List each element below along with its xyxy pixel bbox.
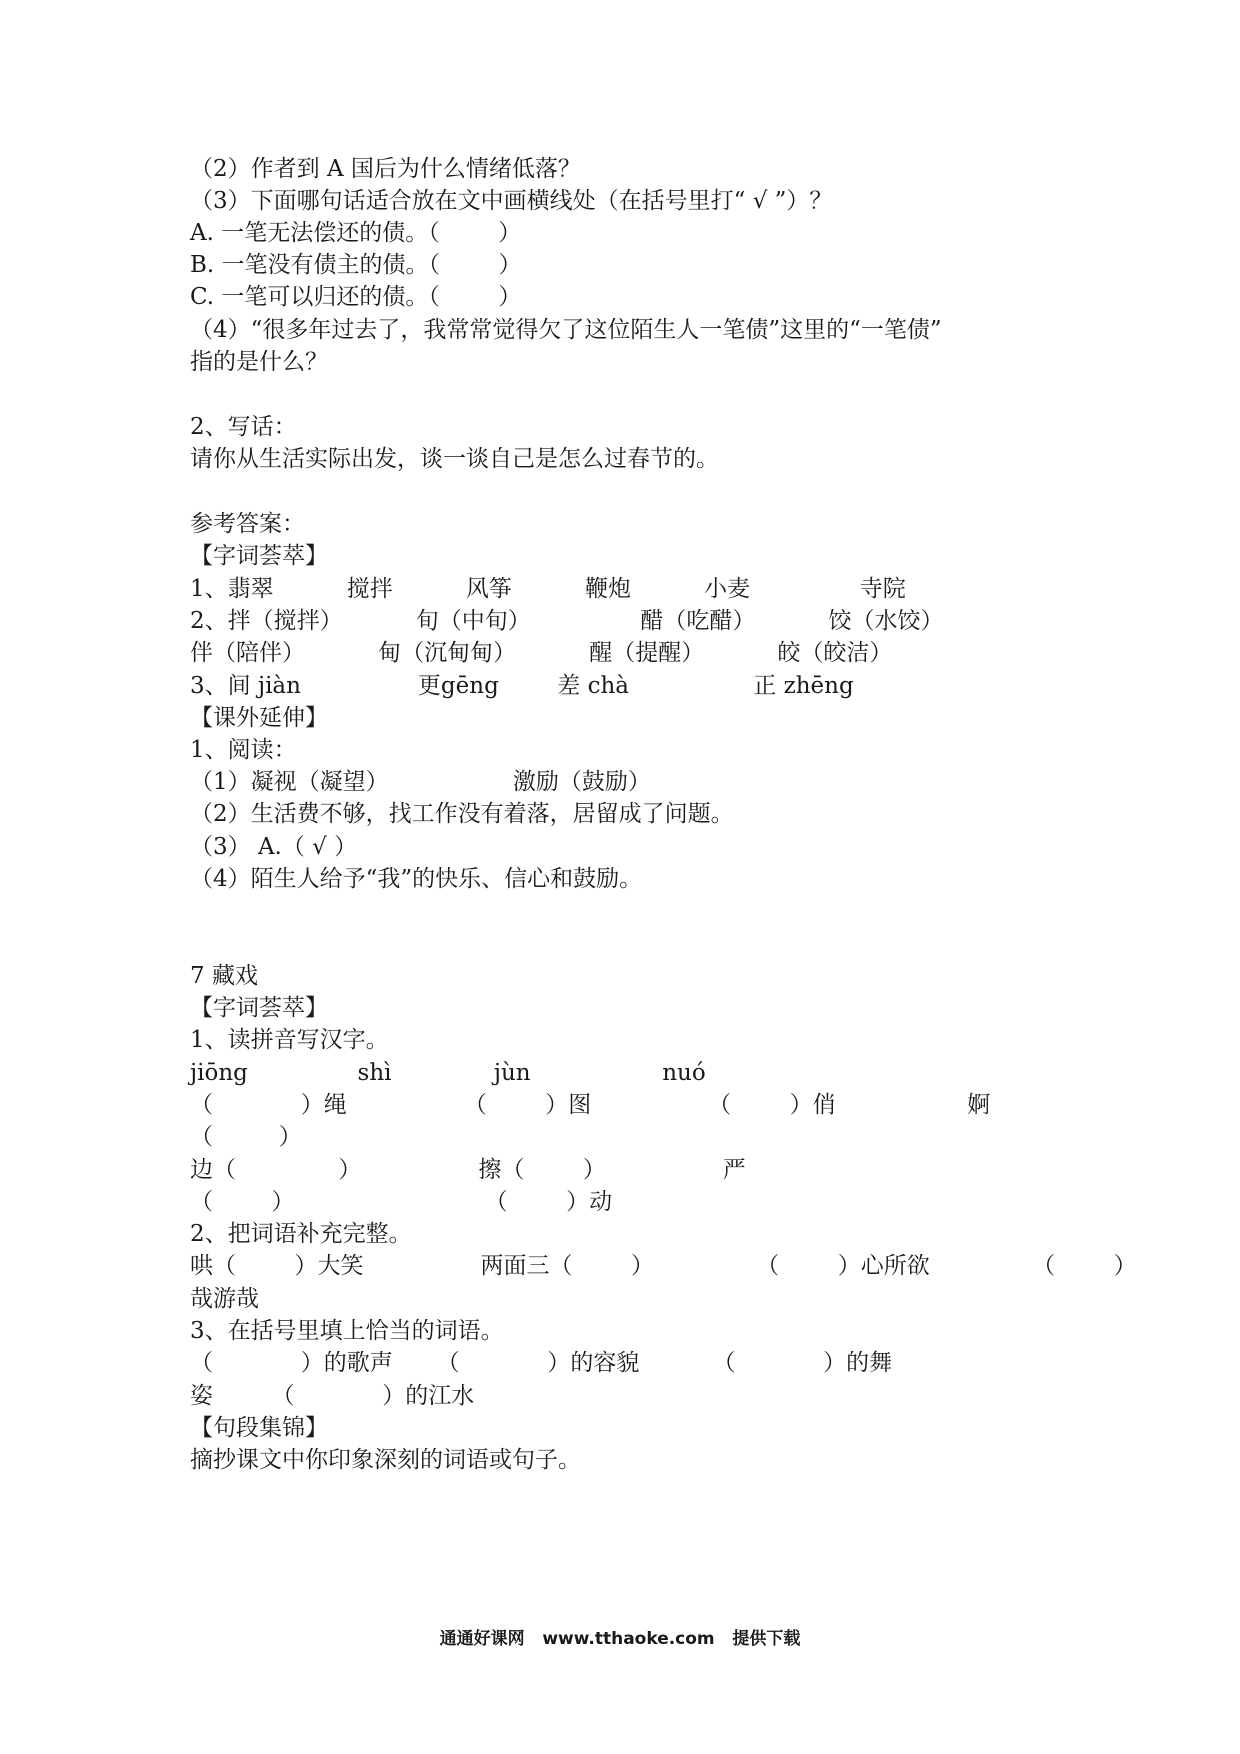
exercise-line: （ ）绳 （ ）图 （ ）俏 婀 [190,1092,991,1118]
answer-line: （3） A.（ √ ） [190,834,358,860]
answer-line: （4）陌生人给予“我”的快乐、信心和鼓励。 [190,866,643,892]
pinyin-row: jiōng shì jùn nuó [190,1060,706,1086]
exercise-line: 边（ ） 擦（ ） 严 [190,1157,746,1183]
answer-line: 3、间 jiàn 更gēng 差 chà 正 zhēng [190,673,854,699]
exercise-2: 2、把词语补充完整。 [190,1221,412,1247]
question-2: （2）作者到 A 国后为什么情绪低落？ [190,156,581,182]
section-vocab: 【字词荟萃】 [190,995,328,1021]
exercise-line: 姿 （ ）的江水 [190,1383,475,1409]
option-b: B. 一笔没有债主的债。（ ） [190,252,522,278]
option-a: A. 一笔无法偿还的债。（ ） [190,220,522,246]
page-footer: 通通好课网 www.tthaoke.com 提供下载 [439,1629,801,1649]
writing-heading: 2、写话： [190,414,297,440]
answer-heading: 参考答案： [190,511,305,537]
exercise-3: 3、在括号里填上恰当的词语。 [190,1318,504,1344]
exercise-line: 哄（ ）大笑 两面三（ ） （ ）心所欲 （ ） [190,1253,1137,1279]
section-sentences: 【句段集锦】 [190,1415,328,1441]
question-4: （4）“很多年过去了，我常常觉得欠了这位陌生人一笔债”这里的“一笔债” [190,317,942,343]
answer-line: 1、翡翠 搅拌 风筝 鞭炮 小麦 寺院 [190,576,906,602]
exercise-line: 摘抄课文中你印象深刻的词语或句子。 [190,1447,581,1473]
exercise-line: 哉游哉 [190,1286,259,1312]
answer-line: 1、阅读： [190,737,297,763]
answer-line: 2、拌（搅拌） 旬（中旬） 醋（吃醋） 饺（水饺） [190,608,944,634]
answer-line: 伴（陪伴） 甸（沉甸甸） 醒（提醒） 皎（皎洁） [190,640,893,666]
exercise-line: （ ） （ ）动 [190,1189,613,1215]
exercise-line: （ ）的歌声 （ ）的容貌 （ ）的舞 [190,1350,893,1376]
question-3: （3）下面哪句话适合放在文中画横线处（在括号里打“ √ ”）？ [190,188,833,214]
option-c: C. 一笔可以归还的债。（ ） [190,284,522,310]
section-vocab: 【字词荟萃】 [190,543,328,569]
exercise-line: （ ） [190,1124,302,1150]
writing-prompt: 请你从生活实际出发，谈一谈自己是怎么过春节的。 [190,446,719,472]
exercise-1: 1、读拼音写汉字。 [190,1027,389,1053]
section-extension: 【课外延伸】 [190,705,328,731]
question-4-cont: 指的是什么？ [190,349,328,375]
lesson-title: 7 藏戏 [190,963,258,989]
answer-line: （1）凝视（凝望） 激励（鼓励） [190,769,651,795]
answer-line: （2）生活费不够，找工作没有着落，居留成了问题。 [190,801,734,827]
